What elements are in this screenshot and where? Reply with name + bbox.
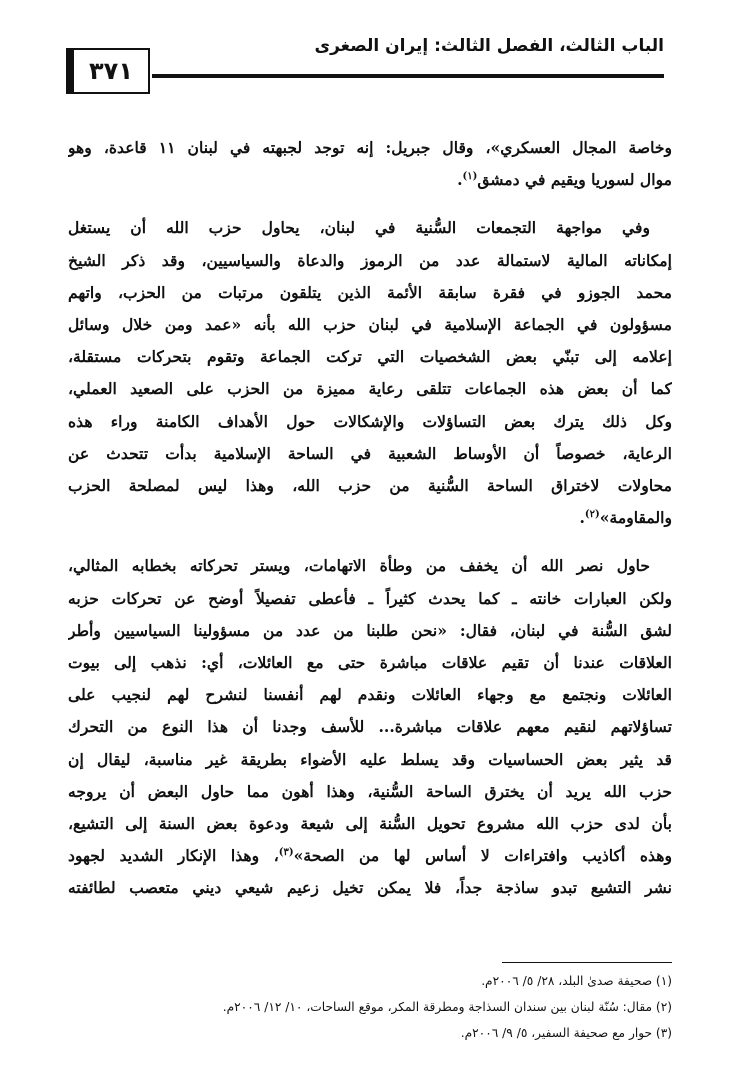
footnote: (١) صحيفة صدىٰ البلد، ٢٨/ ٥/ ٢٠٠٦م. bbox=[481, 974, 672, 988]
page-number-box bbox=[72, 48, 150, 94]
text-line: موال لسوريا ويقيم في دمشق$^{(١)}$. bbox=[457, 170, 672, 190]
text-line: محمد الجوزو في فقرة سابقة الأئمة الذين يتلقون مرتبات من الحزب، واتهم bbox=[68, 282, 672, 302]
text-line: وفي مواجهة التجمعات السُّنية في لبنان، يحاول حزب الله أن يستغل bbox=[68, 218, 650, 238]
footnote-ref: (٣) bbox=[278, 847, 294, 859]
footnote-ref: (٢) bbox=[584, 509, 600, 521]
text-line: كما أن بعض هذه الجماعات تتلقى رعاية مميزة من الحزب على الصعيد العملي، bbox=[68, 379, 672, 399]
text-line: حاول نصر الله أن يخفف من وطأة الاتهامات، ويستر تحركاته بخطابه المثالي، bbox=[68, 556, 650, 576]
page-number: ٣٧١ bbox=[89, 57, 133, 85]
text-line: وهذه أكاذيب وافتراءات لا أساس لها من الصحة»$^{(٣)}$، وهذا الإنكار الشديد لجهود bbox=[68, 846, 672, 866]
footnote-rule bbox=[502, 962, 672, 963]
text-line: وكل ذلك يترك بعض التساؤلات والإشكالات حول الأهداف الكامنة وراء هذه bbox=[68, 411, 672, 431]
text-line: وخاصة المجال العسكري»، وقال جبريل: إنه توجد لجبهته في لبنان ١١ قاعدة، وهو bbox=[68, 138, 672, 157]
text-line: مسؤولون في الجماعة الإسلامية في لبنان حزب الله بأنه «عمد ومن خلال وسائل bbox=[68, 315, 672, 335]
text-line: العائلات ونجتمع مع وجهاء العائلات ونقدم لهم أنفسنا لنشرح لهم لنجيب على bbox=[68, 685, 672, 705]
footnote-ref: (١) bbox=[462, 171, 478, 183]
text-line: الرعاية، خصوصاً أن الأوساط الشعبية في الساحة الإسلامية بدأت تتحدث عن bbox=[68, 443, 672, 463]
footnote: (٢) مقال: سُنّة لبنان بين سندان السذاجة ومطرقة المكر، موقع الساحات، ١٠/ ١٢/ ٢٠٠٦م. bbox=[222, 1000, 672, 1014]
text-line: محاولات لاختراق الساحة السُّنية من حزب الله، وهذا ليس لمصلحة الحزب bbox=[68, 476, 672, 496]
header-rule bbox=[152, 74, 664, 78]
text-line: والمقاومة»$^{(٢)}$. bbox=[579, 508, 672, 528]
footnotes bbox=[100, 968, 672, 1046]
text-line: قد يثير بعض الحساسيات وقد يسلط عليه الأضواء بطريقة غير مناسبة، ليقال إن bbox=[68, 749, 672, 769]
text-line: ولكن العبارات خانته ـ كما يحدث كثيراً ـ فأعطى تفصيلاً أوضح عن تحركات حزبه bbox=[68, 588, 672, 608]
text-line: نشر التشيع تبدو ساذجة جداً، فلا يمكن تخيل زعيم شيعي ديني متعصب لطائفته bbox=[68, 878, 672, 898]
text-line: العلاقات عندنا أن تقيم علاقات مباشرة حتى مع العائلات، أي: نذهب إلى بيوت bbox=[68, 653, 672, 673]
text-line: تساؤلاتهم لنقيم معهم علاقات مباشرة... للأسف وجدنا أن هذا النوع من التحرك bbox=[68, 717, 672, 737]
footnote: (٣) حوار مع صحيفة السفير، ٥/ ٩/ ٢٠٠٦م. bbox=[460, 1026, 672, 1040]
body-text bbox=[68, 132, 672, 905]
text-line: حزب الله يريد أن يخترق الساحة السُّنية، وهذا أهون مما حاول البعض أن يروجه bbox=[68, 781, 672, 801]
text-line: إعلامه إلى تبنّي بعض الشخصيات التي تركت الجماعة وتقوم بتحركات مستقلة، bbox=[68, 347, 672, 367]
text-line: إمكاناته المالية لاستمالة عدد من الرموز والدعاة والسياسيين، وقد ذكر الشيخ bbox=[68, 250, 672, 270]
text-line: لشق السُّنة في لبنان، فقال: «نحن طلبنا من عدد من مسؤولينا السياسيين وأطر bbox=[68, 620, 672, 640]
text-line: بأن لدى حزب الله مشروع تحويل السُّنة إلى شيعة ودعوة بعض السنة إلى التشيع، bbox=[68, 814, 672, 834]
running-head: الباب الثالث، الفصل الثالث: إيران الصغرى bbox=[314, 36, 664, 56]
